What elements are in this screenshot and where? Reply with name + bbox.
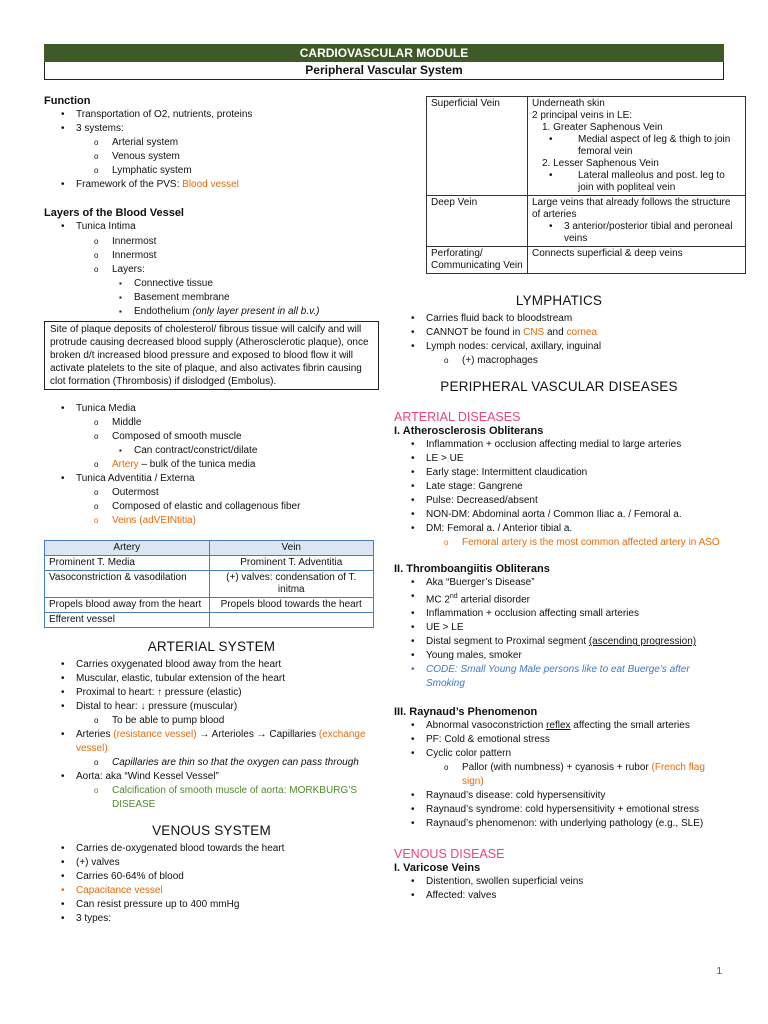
- list-item: • Raynaud’s phenomenon: with underlying pathology (e.g., SLE): [394, 817, 724, 831]
- list-item: • Early stage: Intermittent claudication: [394, 466, 724, 480]
- plaque-note-box: Site of plaque deposits of cholesterol/ fibrous tissue will calcify and will protrude causing decreased blood supply (Atherosclerotic plaque), once broken d/t increased blood pressure and exposed to blood flow it will activate platelets to the site of plaque, and also activates fibrin causing clot formation (Thrombosis) if dislodged (Embolus).: [44, 321, 379, 390]
- table-row: Deep Vein Large veins that already follows the structure of arteries • 3 anterior/posterior tibial and peroneal veins: [427, 196, 746, 247]
- list-item: • Capacitance vessel: [44, 884, 379, 898]
- list-item: ▪ Can contract/constrict/dilate: [44, 444, 379, 458]
- varicose-heading: I. Varicose Veins: [394, 862, 481, 875]
- lymphatics-heading: LYMPHATICS: [515, 293, 603, 308]
- list-item: • CANNOT be found in CNS and cornea: [394, 326, 724, 340]
- list-item: • Framework of the PVS: Blood vessel: [44, 178, 379, 192]
- list-item: • Raynaud’s syndrome: cold hypersensitivity + emotional stress: [394, 803, 724, 817]
- varicose-list: [394, 875, 724, 903]
- list-item: • 3 types:: [44, 912, 379, 926]
- list-item: • Aka “Buerger’s Disease”: [394, 576, 724, 590]
- aso-list: [394, 438, 724, 550]
- list-item: • Can resist pressure up to 400 mmHg: [44, 898, 379, 912]
- list-item: • Affected: valves: [394, 889, 724, 903]
- list-item: • Lymph nodes: cervical, axillary, inguinal: [394, 340, 724, 354]
- vein-types-table: [426, 96, 746, 274]
- list-item: o Arterial system: [44, 136, 379, 150]
- list-item: • Arteries (resistance vessel) → Arterioles → Capillaries (exchange vessel): [44, 728, 379, 756]
- list-item: • Tunica Adventitia / Externa: [44, 472, 379, 486]
- list-item: • PF: Cold & emotional stress: [394, 733, 724, 747]
- list-item: ▪ Endothelium (only layer present in all b.v.): [44, 305, 379, 319]
- right-column: [394, 94, 733, 903]
- list-item: o Capillaries are thin so that the oxygen can pass through: [44, 756, 379, 770]
- list-item: o (+) macrophages: [394, 354, 724, 368]
- list-item: • Distention, swollen superficial veins: [394, 875, 724, 889]
- list-item: • Late stage: Gangrene: [394, 480, 724, 494]
- page-title: Peripheral Vascular System: [44, 62, 724, 80]
- raynaud-heading: III. Raynaud’s Phenomenon: [394, 706, 538, 719]
- list-item: • Abnormal vasoconstriction reflex affecting the small arteries: [394, 719, 724, 733]
- list-item: o Femoral artery is the most common affected artery in ASO: [394, 536, 724, 550]
- list-item: • Cyclic color pattern: [394, 747, 724, 761]
- lymphatics-list: [394, 312, 724, 368]
- list-item: o Middle: [44, 416, 379, 430]
- module-title: CARDIOVASCULAR MODULE: [44, 44, 724, 62]
- list-item: ▪ Connective tissue: [44, 277, 379, 291]
- page-number: 1: [716, 966, 722, 977]
- list-item: o Composed of elastic and collagenous fiber: [44, 500, 379, 514]
- list-item: o Calcification of smooth muscle of aorta: MORKBURG’S DISEASE: [44, 784, 379, 812]
- list-item: • Tunica Media: [44, 402, 379, 416]
- list-item: • Tunica Intima: [44, 220, 379, 234]
- table-row: Vasoconstriction & vasodilation (+) valves: condensation of T. initma: [45, 571, 374, 598]
- list-item: o Outermost: [44, 486, 379, 500]
- list-item: • DM: Femoral a. / Anterior tibial a.: [394, 522, 724, 536]
- left-column: [44, 94, 379, 926]
- pvd-heading: PERIPHERAL VASCULAR DISEASES: [440, 379, 678, 394]
- venous-list: [44, 842, 379, 926]
- list-item: • Pulse: Decreased/absent: [394, 494, 724, 508]
- arterial-diseases-heading: ARTERIAL DISEASES: [394, 410, 521, 424]
- list-item: o Innermost: [44, 249, 379, 263]
- list-item: o Artery – bulk of the tunica media: [44, 458, 379, 472]
- list-item: • Transportation of O2, nutrients, proteins: [44, 108, 379, 122]
- artery-vein-table: [44, 540, 374, 628]
- table-row: Superficial Vein Underneath skin 2 principal veins in LE: 1. Greater Saphenous Vein • Medial aspect of leg & thigh to join femoral vein 2. Lesser Saphenous Vein • Lateral malleolus and post. leg to join with popliteal vein: [427, 97, 746, 196]
- table-header: Vein: [209, 541, 374, 556]
- list-item: o Venous system: [44, 150, 379, 164]
- intima-list: [44, 220, 379, 319]
- venous-system-heading: VENOUS SYSTEM: [152, 823, 271, 838]
- tao-heading: II. Thromboangiitis Obliterans: [394, 563, 550, 575]
- layers-heading: Layers of the Blood Vessel: [44, 207, 184, 219]
- table-row: Prominent T. Media Prominent T. Adventitia: [45, 556, 374, 571]
- raynaud-list: [394, 719, 724, 831]
- list-item: • Carries de-oxygenated blood towards the heart: [44, 842, 379, 856]
- list-item: o To be able to pump blood: [44, 714, 379, 728]
- table-header: Artery: [45, 541, 210, 556]
- media-adventitia-list: [44, 402, 379, 528]
- table-row: Perforating/ Communicating Vein Connects superficial & deep veins: [427, 247, 746, 274]
- aso-heading: I. Atherosclerosis Obliterans: [394, 425, 544, 437]
- tao-list: [394, 576, 724, 691]
- list-item: • Inflammation + occlusion affecting small arteries: [394, 607, 724, 621]
- list-item: • UE > LE: [394, 621, 724, 635]
- list-item: • Distal to hear: ↓ pressure (muscular): [44, 700, 379, 714]
- list-item: • Muscular, elastic, tubular extension of the heart: [44, 672, 379, 686]
- function-list: [44, 108, 379, 192]
- list-item: • NON-DM: Abdominal aorta / Common Iliac a. / Femoral a.: [394, 508, 724, 522]
- list-item: • Carries fluid back to bloodstream: [394, 312, 724, 326]
- list-item: o Composed of smooth muscle: [44, 430, 379, 444]
- arterial-list: [44, 658, 379, 812]
- module-header: [44, 44, 724, 80]
- arterial-system-heading: ARTERIAL SYSTEM: [147, 639, 276, 654]
- list-item: o Layers:: [44, 263, 379, 277]
- list-item: o Lymphatic system: [44, 164, 379, 178]
- table-row: Efferent vessel: [45, 613, 374, 628]
- list-item: • Carries 60-64% of blood: [44, 870, 379, 884]
- list-item: o Pallor (with numbness) + cyanosis + rubor (French flag sign): [394, 761, 724, 789]
- list-item: • Young males, smoker: [394, 649, 724, 663]
- list-item: • Distal segment to Proximal segment (ascending progression): [394, 635, 724, 649]
- function-heading: Function: [44, 95, 91, 107]
- list-item: • Proximal to heart: ↑ pressure (elastic): [44, 686, 379, 700]
- list-item: • 3 systems:: [44, 122, 379, 136]
- list-item: • Carries oxygenated blood away from the heart: [44, 658, 379, 672]
- list-item: • CODE: Small Young Male persons like to eat Buerge’s after Smoking: [394, 663, 724, 691]
- list-item: • Aorta: aka “Wind Kessel Vessel”: [44, 770, 379, 784]
- list-item: o Veins (adVEINtitia): [44, 514, 379, 528]
- list-item: • (+) valves: [44, 856, 379, 870]
- list-item: ▪ Basement membrane: [44, 291, 379, 305]
- list-item: • MC 2nd arterial disorder: [394, 590, 724, 607]
- venous-disease-heading: VENOUS DISEASE: [394, 847, 505, 862]
- list-item: o Innermost: [44, 235, 379, 249]
- list-item: • LE > UE: [394, 452, 724, 466]
- list-item: • Raynaud’s disease: cold hypersensitivity: [394, 789, 724, 803]
- list-item: • Inflammation + occlusion affecting medial to large arteries: [394, 438, 724, 452]
- table-row: Propels blood away from the heart Propels blood towards the heart: [45, 598, 374, 613]
